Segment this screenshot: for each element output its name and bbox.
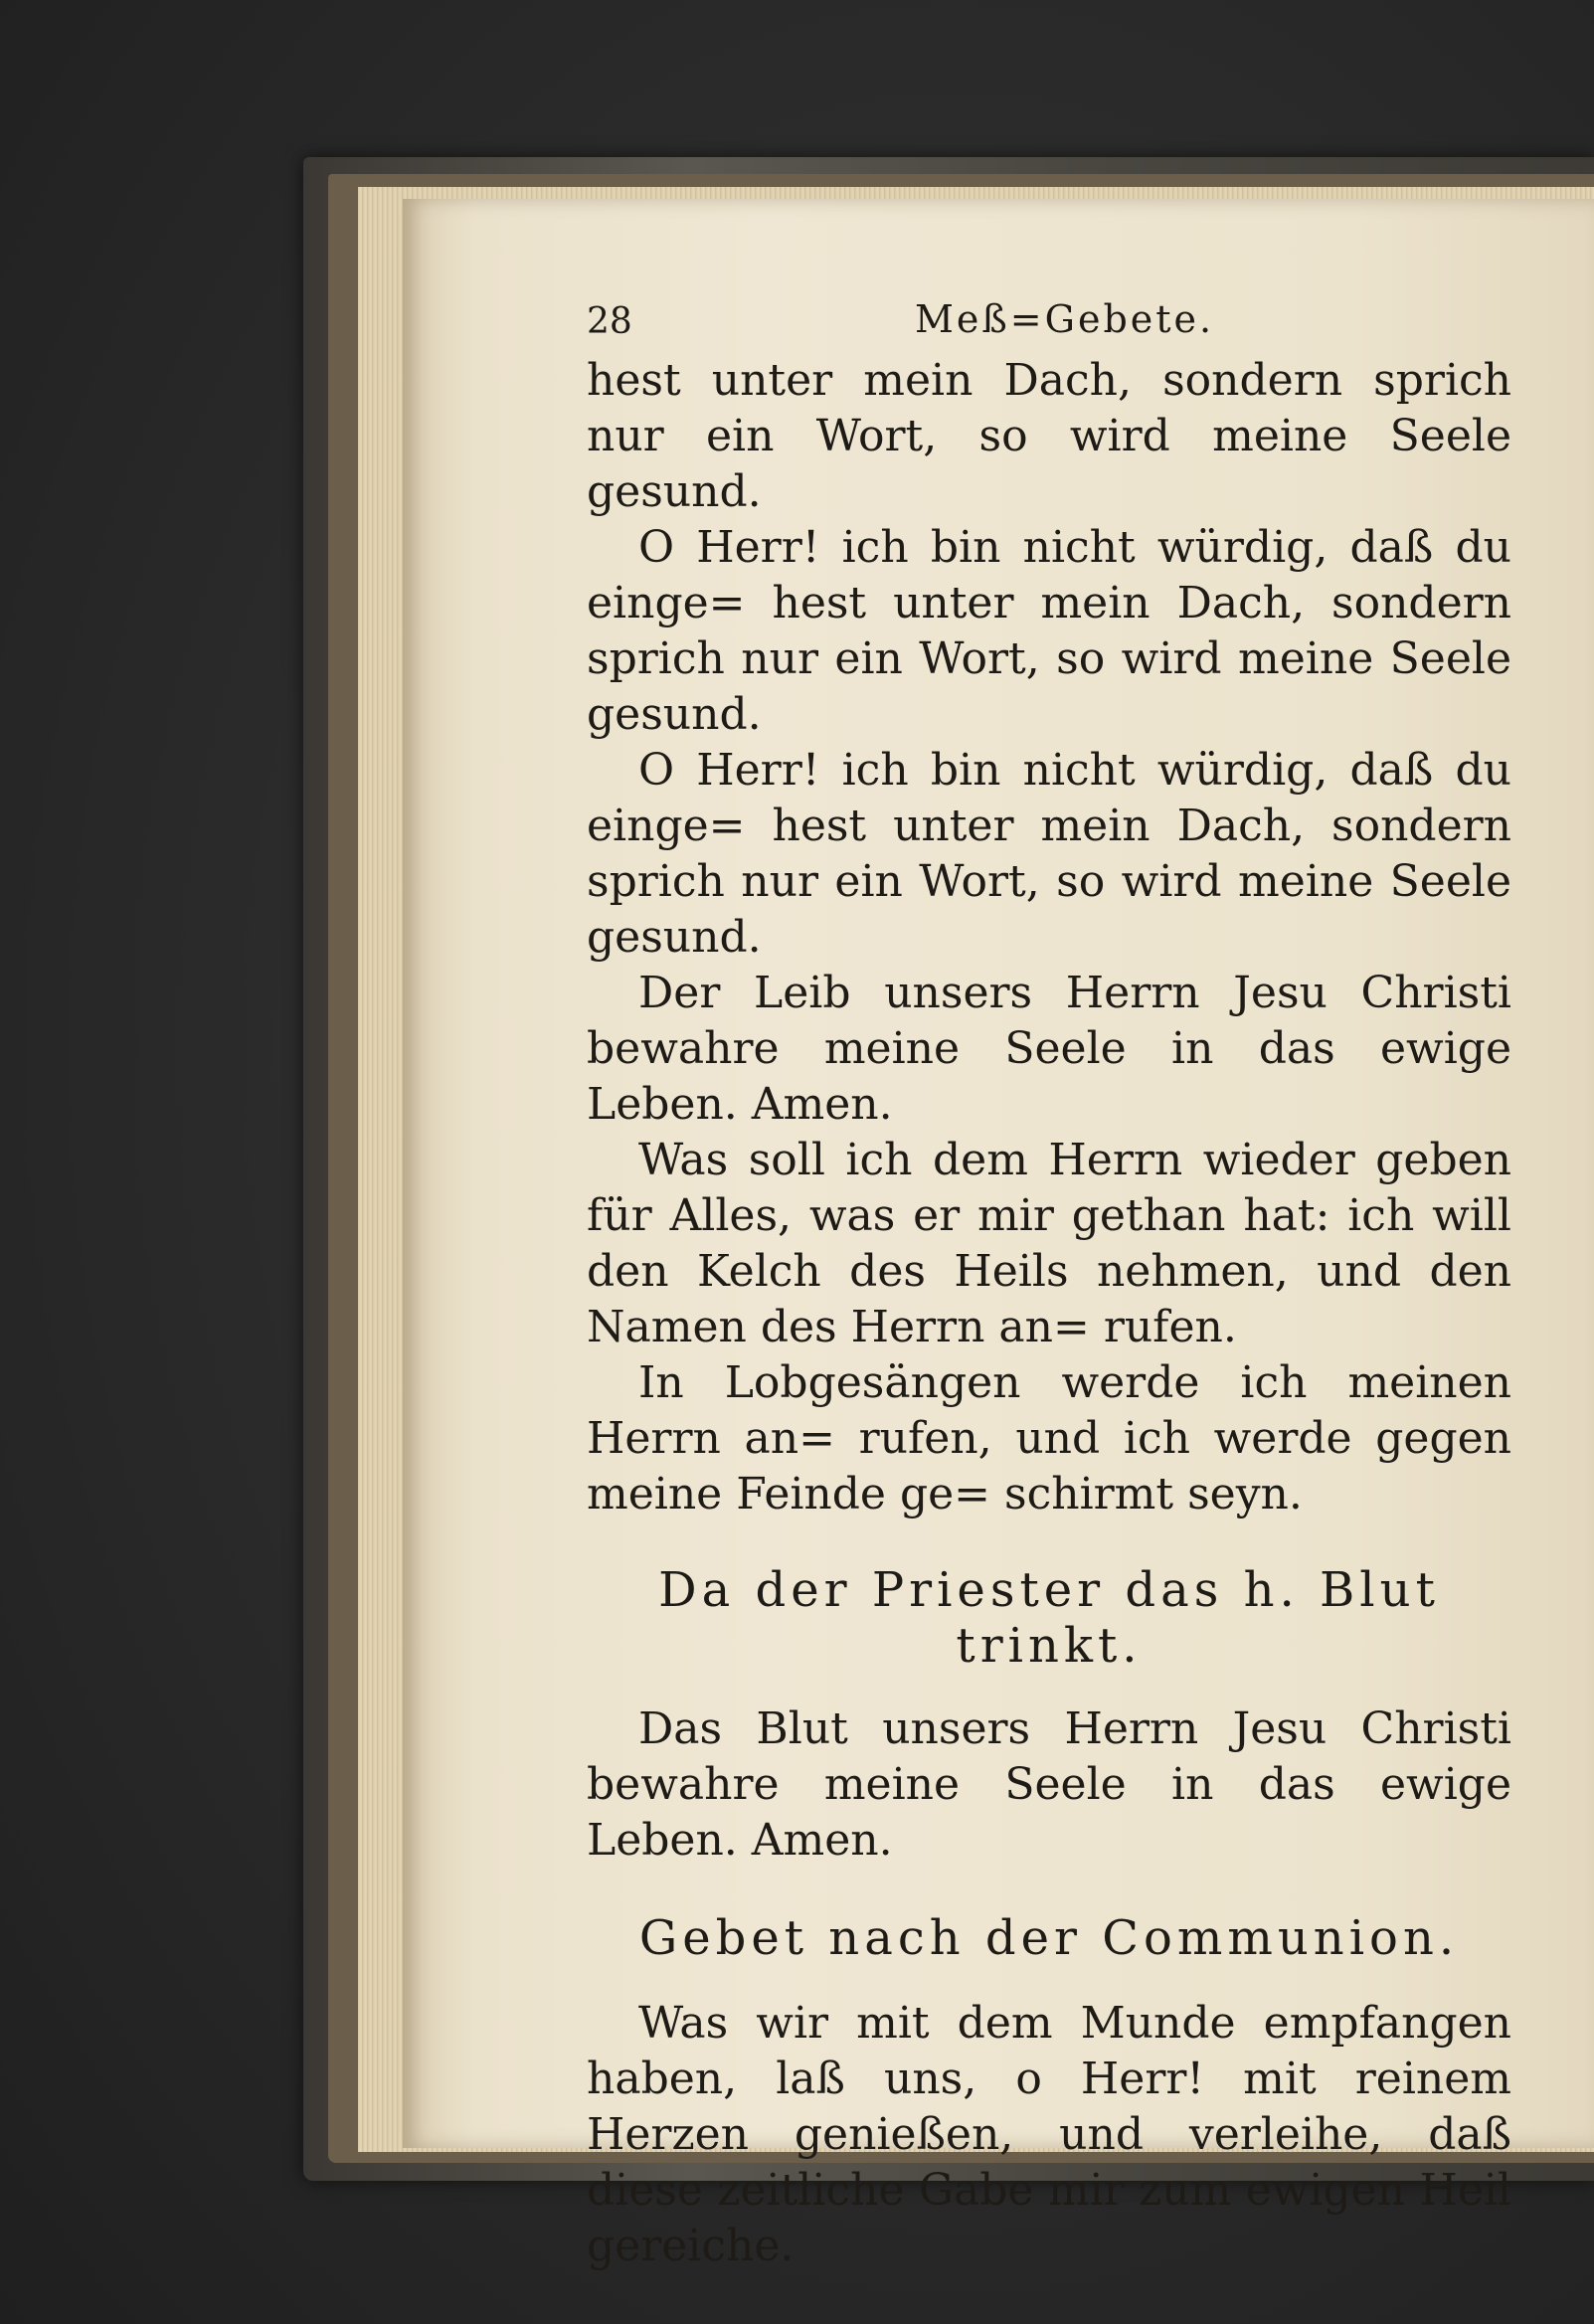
paragraph-communion: Was wir mit dem Munde empfangen haben, laß uns, o Herr! mit reinem Herzen genießen, und verleihe, daß diese zeitliche Gabe mir zum ewigen Heil gereiche. <box>587 1998 1511 2271</box>
paragraph-6: In Lobgesängen werde ich meinen Herrn an= rufen, und ich werde gegen meine Feinde ge= schirmt seyn. <box>587 1357 1511 1520</box>
page-header <box>587 293 1511 353</box>
section-heading-blood: Da der Priester das h. Blut trinkt. <box>658 1562 1440 1674</box>
paragraph-blood: Das Blut unsers Herrn Jesu Christi bewahre meine Seele in das ewige Leben. Amen. <box>587 1703 1511 1866</box>
paragraph-4: Der Leib unsers Herrn Jesu Christi bewahre meine Seele in das ewige Leben. Amen. <box>587 968 1511 1130</box>
running-title: Meß=Gebete. <box>915 297 1215 341</box>
paragraph-1: hest unter mein Dach, sondern sprich nur ein Wort, so wird meine Seele gesund. <box>587 355 1511 517</box>
paragraph-2: O Herr! ich bin nicht würdig, daß du einge= hest unter mein Dach, sondern sprich nur ein Wort, so wird meine Seele gesund. <box>587 522 1511 740</box>
section-heading-communion: Gebet nach der Communion. <box>638 1910 1460 1966</box>
page-content <box>587 293 1511 2274</box>
paragraph-5: Was soll ich dem Herrn wieder geben für Alles, was er mir gethan hat: ich will den Kelch des Heils nehmen, und den Namen des Herrn an= rufen. <box>587 1135 1511 1352</box>
paragraph-3: O Herr! ich bin nicht würdig, daß du einge= hest unter mein Dach, sondern sprich nur ein Wort, so wird meine Seele gesund. <box>587 745 1511 963</box>
page-number: 28 <box>587 301 632 342</box>
